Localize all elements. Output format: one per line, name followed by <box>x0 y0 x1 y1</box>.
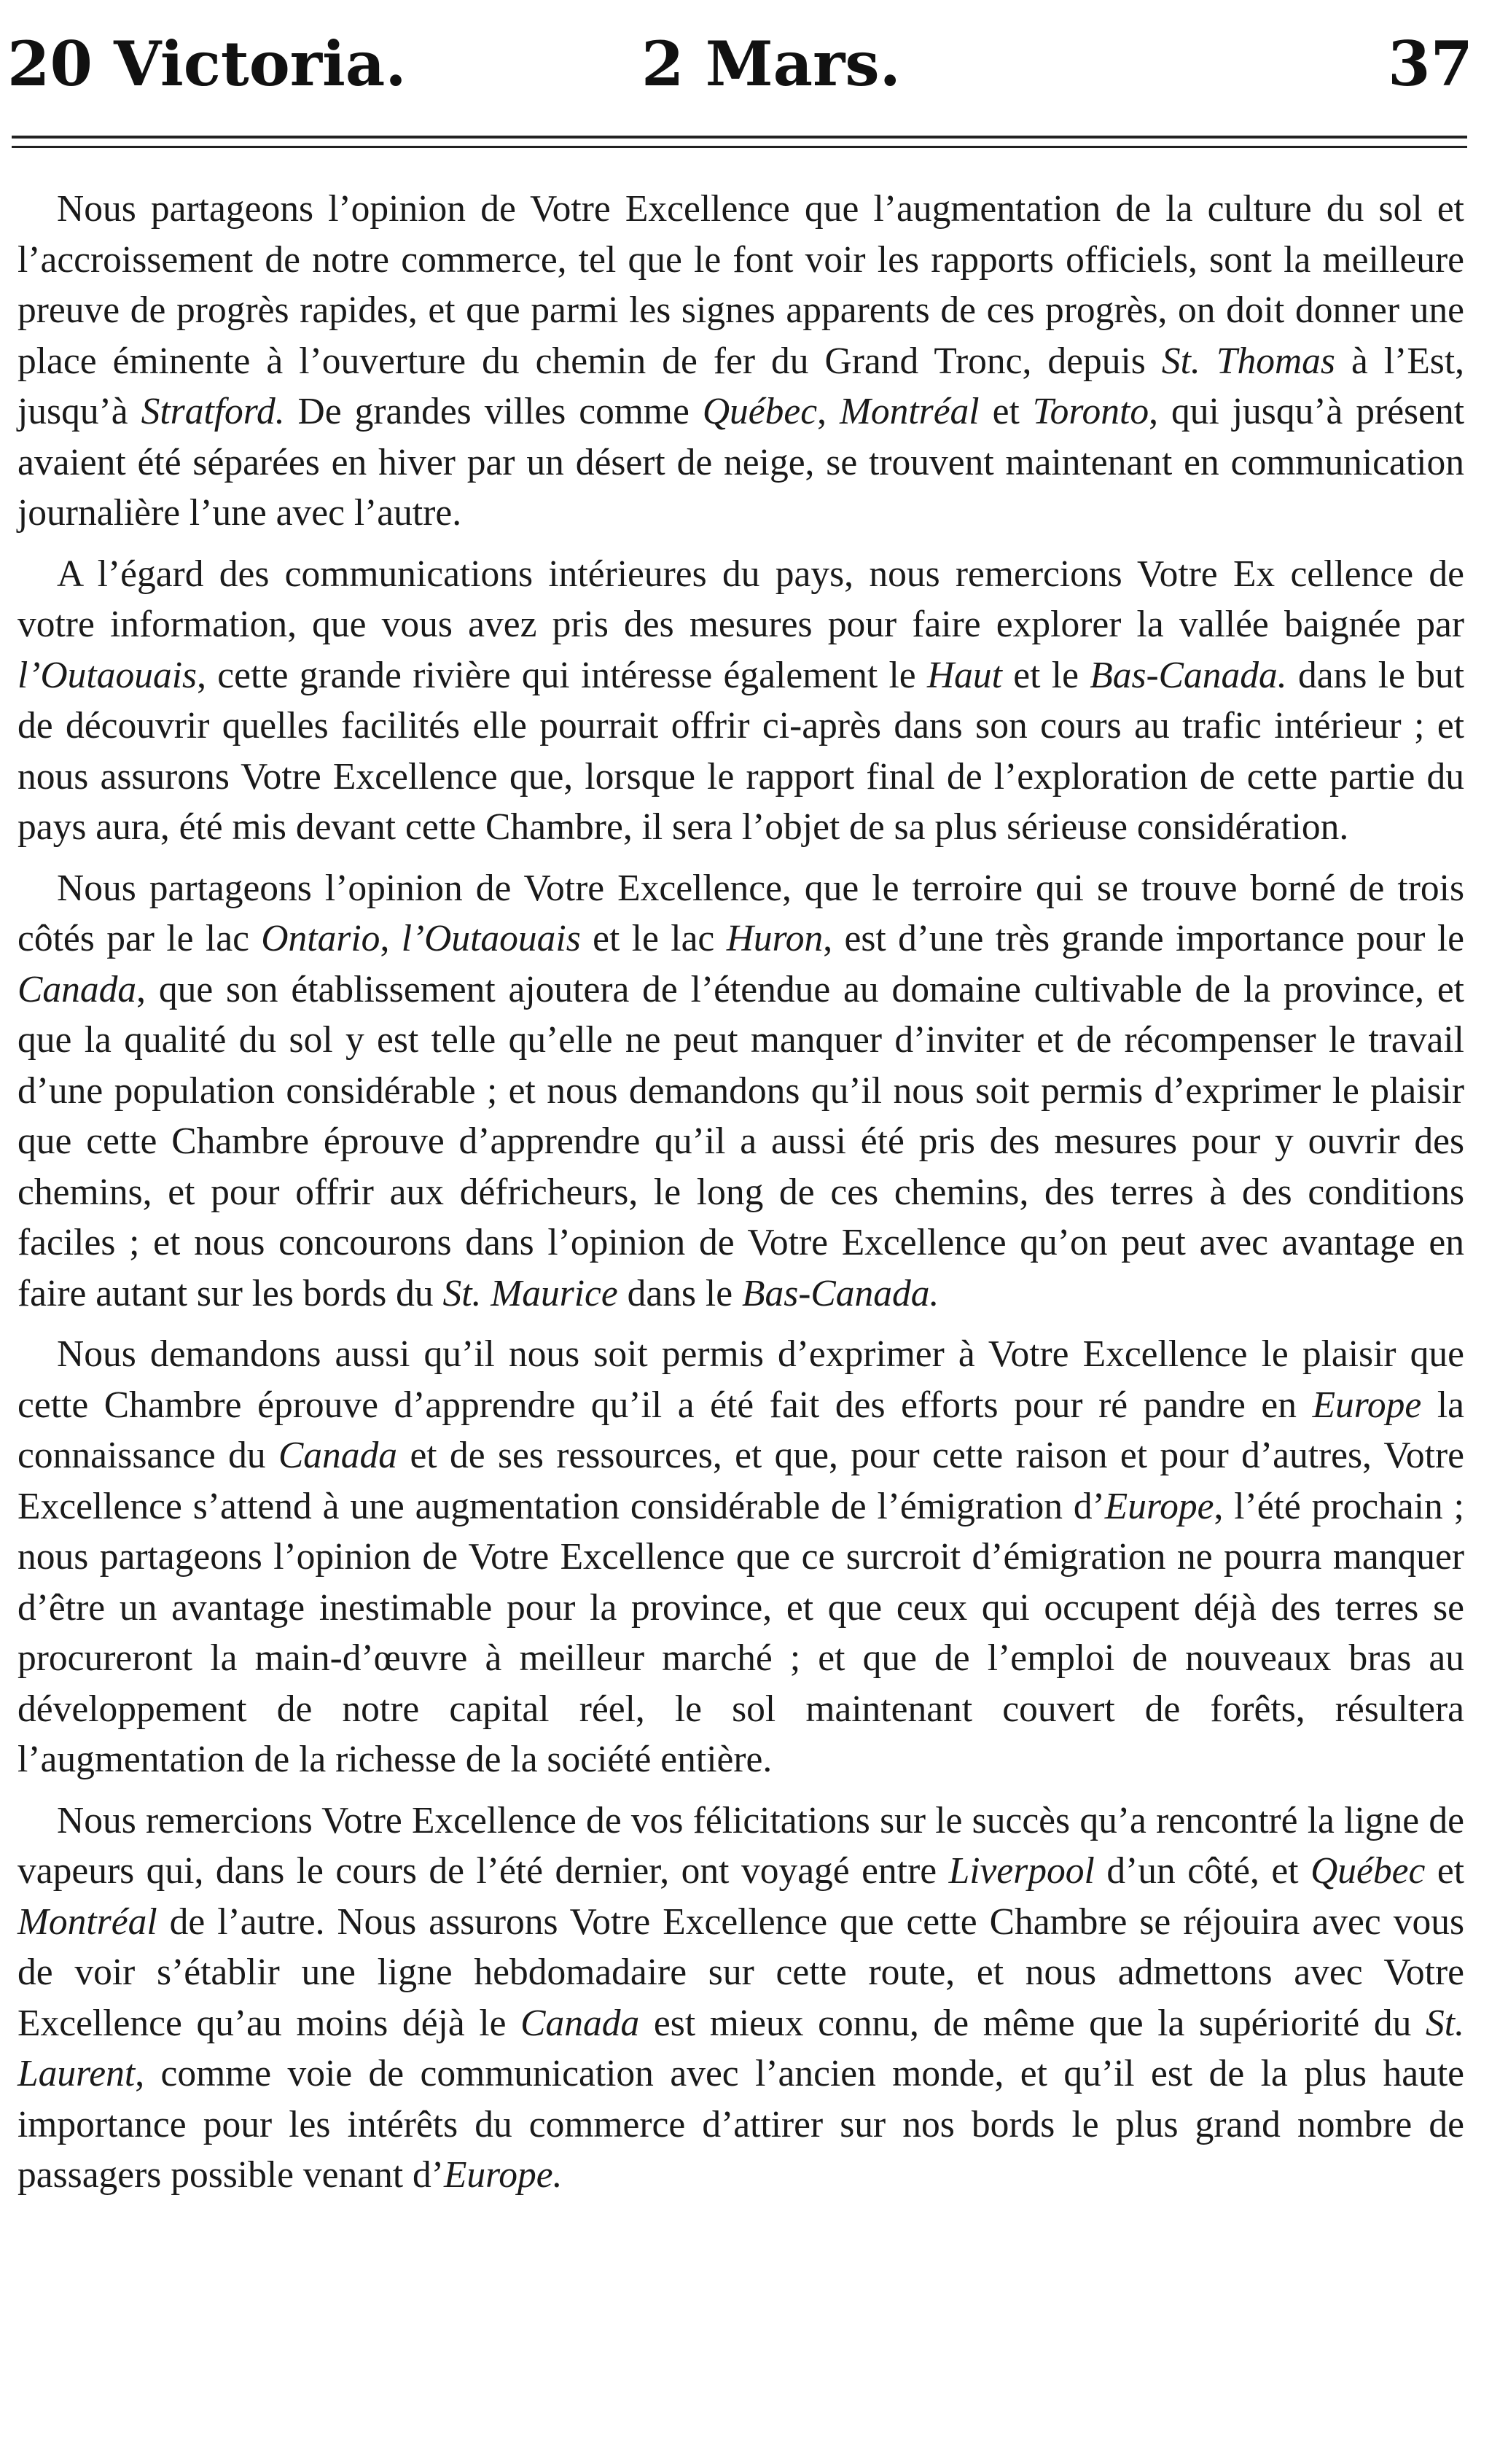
place-name: Liverpool <box>948 1850 1095 1892</box>
paragraph-3: Nous partageons l’opinion de Votre Excellence, que le terroire qui se trouve borné de trois côtés par le lac Ontario, l’Outaouais et le lac Huron, est d’une très grande importance pour le Canada, que son établissement ajoutera de l’étendue au domaine cultivable de la province, et que la qualité du sol y est telle qu’elle ne peut manquer d’inviter et de récompenser le travail d’une population considérable ; et nous demandons qu’il nous soit permis d’exprimer le plaisir que cette Chambre éprouve d’apprendre qu’il a aussi été pris des mesures pour y ouvrir des chemins, et pour offrir aux défricheurs, le long de ces chemins, des terres à des conditions faciles ; et nous concourons dans l’opinion de Votre Excellence qu’on peut avec avantage en faire autant sur les bords du St. Maurice dans le Bas-Canada. <box>17 867 1465 1314</box>
body-text <box>17 184 1464 2211</box>
place-name: St. Laurent <box>17 2002 1464 2094</box>
paragraph-4: Nous demandons aussi qu’il nous soit permis d’exprimer à Votre Excellence le plaisir que cette Chambre éprouve d’apprendre qu’il a été fait des efforts pour ré pandre en Europe la connaissance du Canada et de ses ressources, et que, pour cette raison et pour d’autres, Votre Excellence s’attend à une augmentation considérable de l’émigration d’Europe, l’été prochain ; nous partageons l’opinion de Votre Excellence que ce surcroit d’émigration ne pourra manquer d’être un avantage inestimable pour la province, et que ceux qui occupent déjà des terres se procureront la main-d’œuvre à meilleur marché ; et que de l’emploi de nouveaux bras au développement de notre capital réel, le sol maintenant couvert de forêts, résultera l’augmentation de la richesse de la société entière. <box>17 1333 1464 1780</box>
place-name: Europe <box>1104 1485 1214 1527</box>
place-name: Québec <box>1310 1850 1426 1892</box>
header-rule-top <box>12 136 1467 139</box>
paragraph-2: A l’égard des communications intérieures du pays, nous remercions Votre Ex cellence de votre information, que vous avez pris des mesures pour faire explorer la vallée baignée par l’Outaouais, cette grande rivière qui intéresse également le Haut et le Bas-Canada. dans le but de découvrir quelles facilités elle pourrait offrir ci-après dans son cours au trafic intérieur ; et nous assurons Votre Excellence que, lorsque le rapport final de l’exploration de cette partie du pays aura, été mis devant cette Chambre, il sera l’objet de sa plus sérieuse considération. <box>17 553 1464 848</box>
paragraph-5: Nous remercions Votre Excellence de vos félicitations sur le succès qu’a rencontré la ligne de vapeurs qui, dans le cours de l’été dernier, ont voyagé entre Liverpool d’un côté, et Québec et Montréal de l’autre. Nous assurons Votre Excellence que cette Chambre se réjouira avec vous de voir s’établir une ligne hebdomadaire sur cette route, et nous admettons avec Votre Excellence qu’au moins déjà le Canada est mieux connu, de même que la supériorité du St. Laurent, comme voie de communication avec l’ancien monde, et qu’il est de la plus haute importance pour les intérêts du commerce d’attirer sur nos bords le plus grand nombre de passagers possible venant d’Europe. <box>17 1799 1465 2196</box>
header-session: 20 Victoria. <box>7 28 407 100</box>
place-name: Montréal <box>17 1900 157 1943</box>
page-number: 37 <box>1388 28 1473 100</box>
place-name: Stratford. <box>141 391 285 432</box>
place-name: St. Thomas <box>1161 340 1335 382</box>
place-name: Bas-Canada. <box>741 1272 939 1314</box>
place-name: Toronto <box>1032 391 1149 432</box>
place-name: l’Outaouais <box>401 918 581 959</box>
place-name: Canada <box>520 2002 640 2044</box>
place-name: Huron <box>726 918 824 959</box>
place-name: Europe. <box>443 2154 563 2196</box>
header-rule-bottom <box>12 146 1467 148</box>
place-name: Canada <box>17 968 137 1010</box>
place-name: Québec <box>702 391 818 432</box>
place-name: Ontario <box>261 918 380 959</box>
place-name: Canada <box>278 1435 398 1476</box>
place-name: St. Maurice <box>442 1272 618 1314</box>
place-name: Bas-Canada. <box>1090 654 1287 696</box>
place-name: l’Outaouais <box>17 654 198 696</box>
place-name: Montréal <box>839 391 980 432</box>
place-name: Haut <box>926 654 1002 696</box>
paragraph-1: Nous partageons l’opinion de Votre Excellence que l’augmentation de la culture du sol et l’accroissement de notre commerce, tel que le font voir les rapports officiels, sont la meilleure preuve de progrès rapides, et que parmi les signes apparents de ces progrès, on doit donner une place éminente à l’ouverture du chemin de fer du Grand Tronc, depuis St. Thomas à l’Est, jusqu’à Stratford. De grandes villes comme Québec, Montréal et Toronto, qui jusqu’à présent avaient été séparées en hiver par un désert de neige, se trouvent maintenant en communication journalière l’une avec l’autre. <box>17 188 1465 534</box>
running-header <box>0 20 1508 108</box>
place-name: Europe <box>1312 1384 1422 1426</box>
header-date: 2 Mars. <box>641 28 901 100</box>
